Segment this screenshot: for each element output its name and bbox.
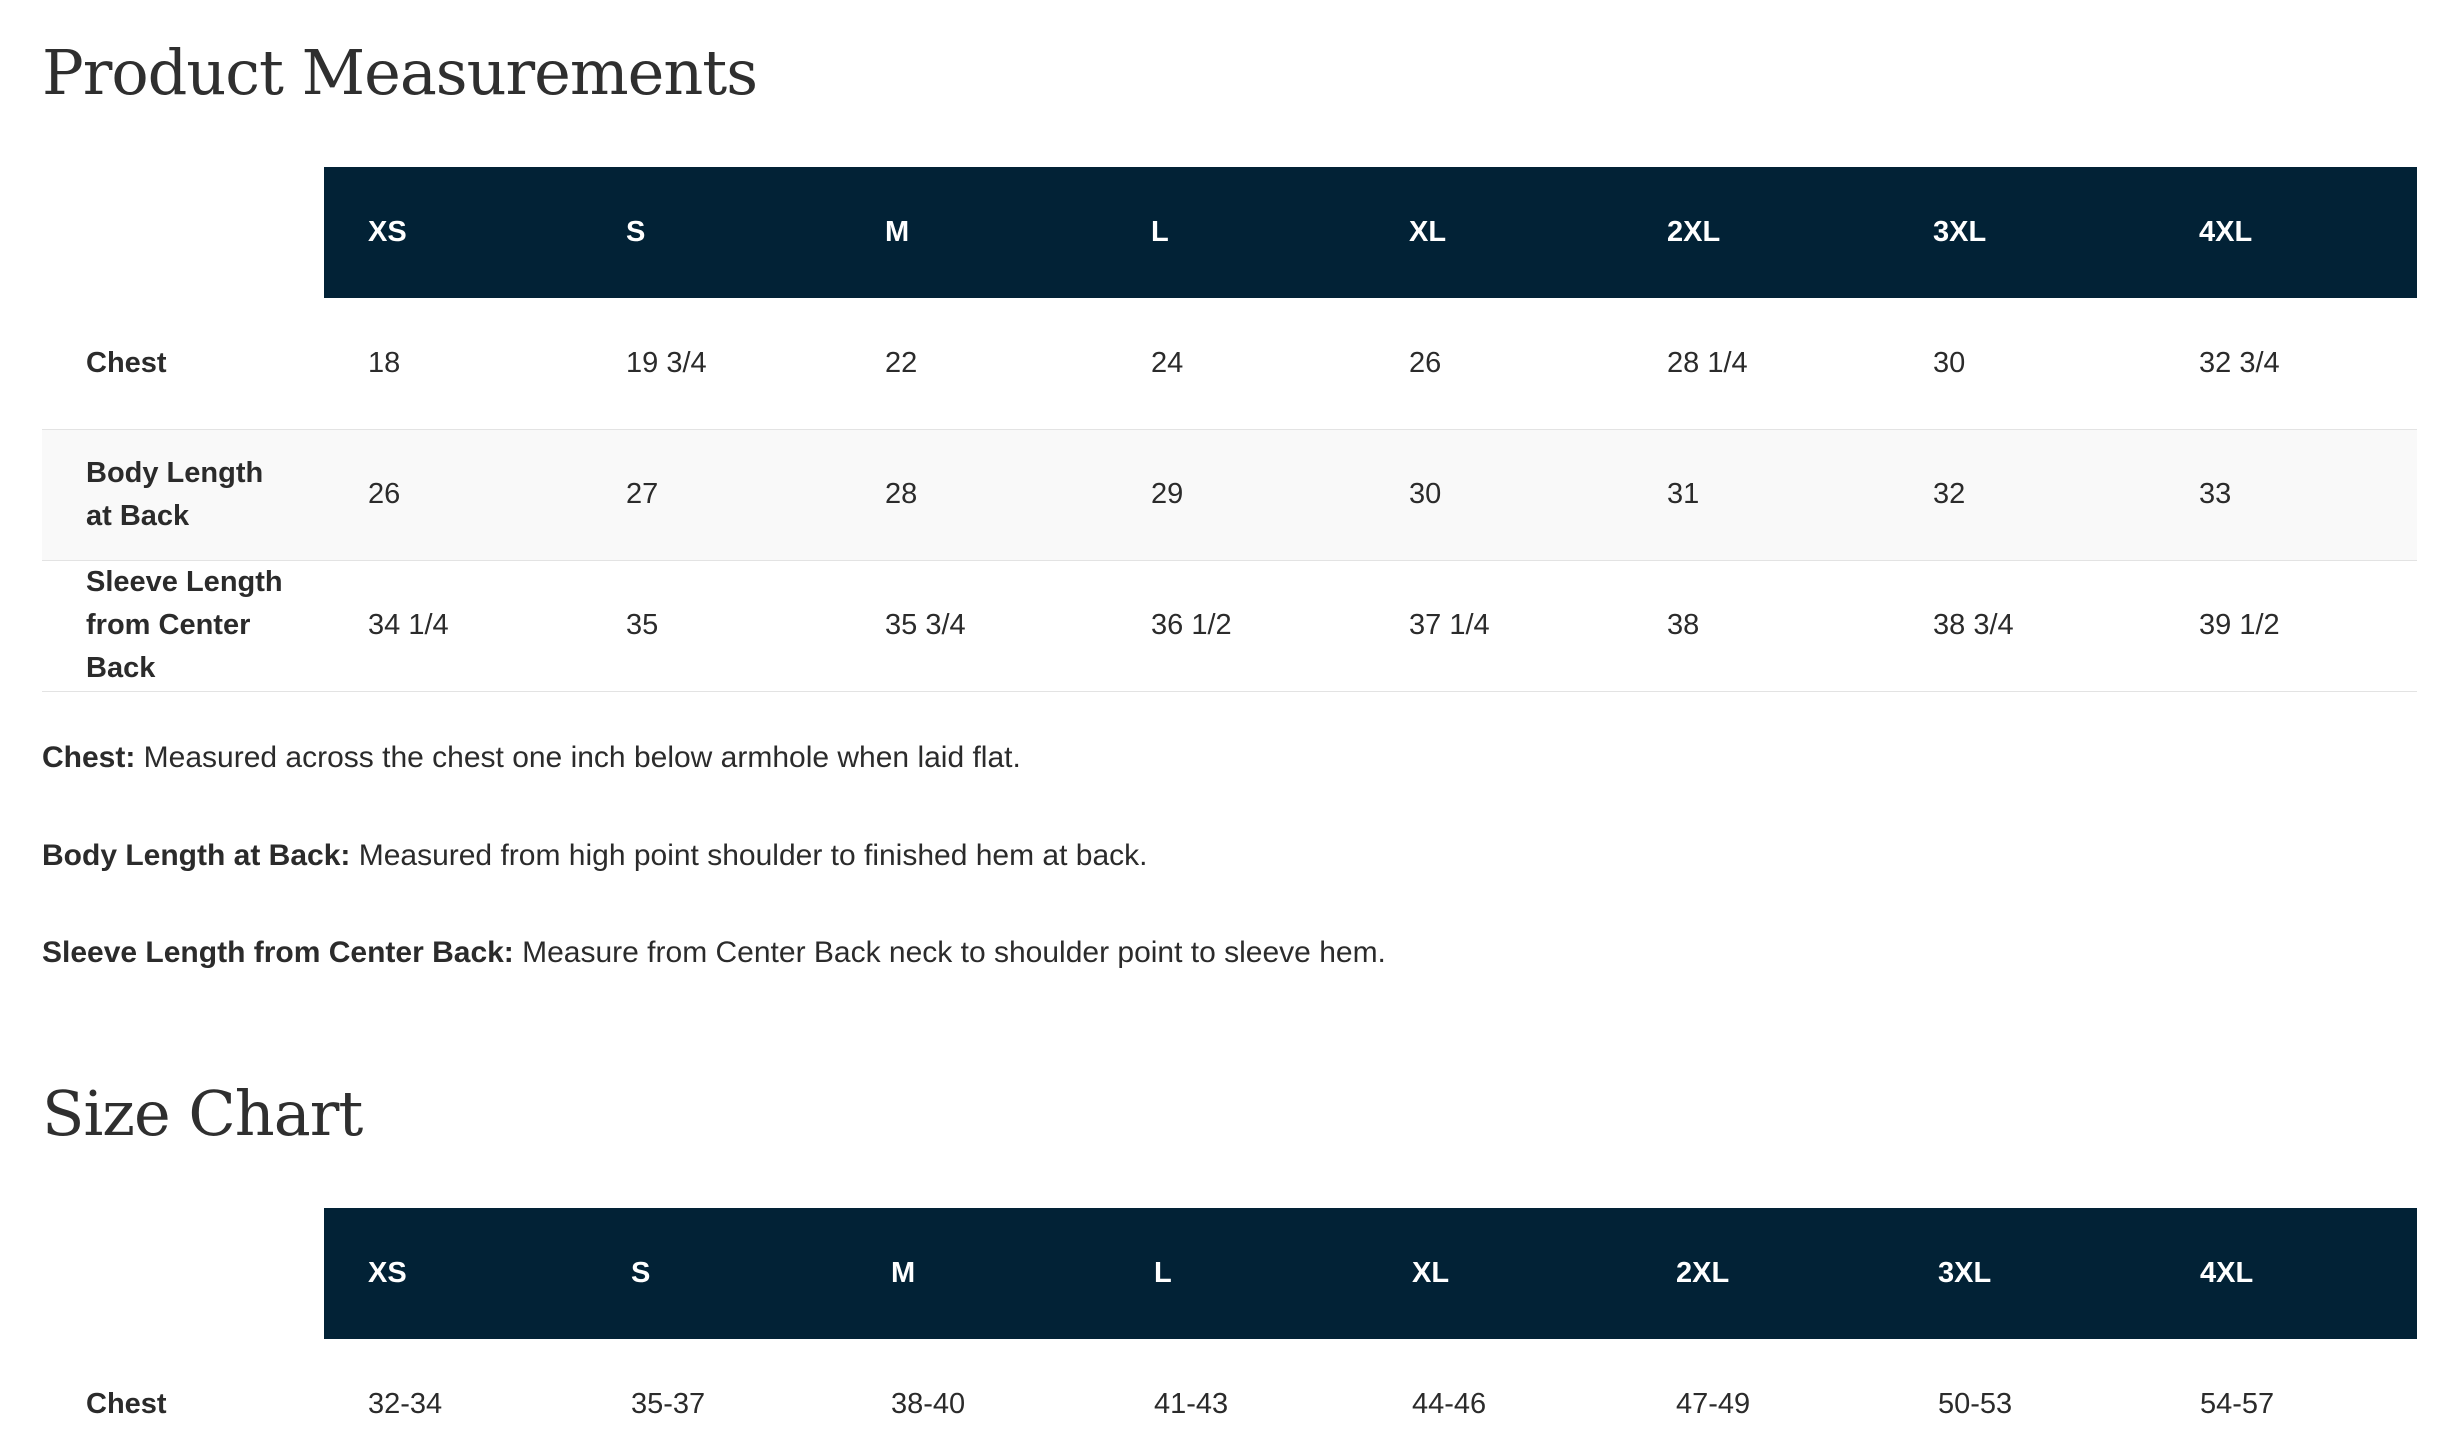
table-row bbox=[42, 429, 2417, 560]
note-body-length bbox=[42, 836, 1386, 934]
size-header: M bbox=[847, 1208, 1110, 1339]
size-header: 4XL bbox=[2156, 1208, 2417, 1339]
size-chart-table bbox=[42, 1208, 2417, 1452]
table-cell: 34 1/4 bbox=[324, 560, 582, 691]
product-measurements-table bbox=[42, 167, 2417, 692]
table-cell: 35 3/4 bbox=[841, 560, 1107, 691]
table-row bbox=[42, 560, 2417, 691]
table-cell: 30 bbox=[1365, 429, 1623, 560]
row-label-body-length: Body Length at Back bbox=[42, 429, 324, 560]
table-cell: 50-53 bbox=[1938, 1388, 2013, 1420]
product-measurements-title: Product Measurements bbox=[42, 36, 758, 109]
size-header: L bbox=[1110, 1208, 1368, 1339]
size-header: 3XL bbox=[1894, 1208, 2156, 1339]
header-corner-cell bbox=[42, 1208, 324, 1339]
size-header: 3XL bbox=[1889, 167, 2155, 298]
size-chart-title: Size Chart bbox=[42, 1077, 363, 1150]
row-label-chest: Chest bbox=[86, 1388, 167, 1420]
size-header: S bbox=[582, 167, 841, 298]
table-cell: 26 bbox=[1365, 298, 1623, 429]
table-cell: 36 1/2 bbox=[1107, 560, 1365, 691]
note-text: Measured across the chest one inch below armhole when laid flat. bbox=[135, 741, 1021, 774]
size-header: M bbox=[841, 167, 1107, 298]
table-cell: 26 bbox=[324, 429, 582, 560]
size-header: S bbox=[587, 1208, 847, 1339]
table-cell: 22 bbox=[841, 298, 1107, 429]
table-cell: 27 bbox=[582, 429, 841, 560]
table-cell: 38 3/4 bbox=[1889, 560, 2155, 691]
table-cell: 38 bbox=[1623, 560, 1889, 691]
table-cell: 37 1/4 bbox=[1365, 560, 1623, 691]
note-chest bbox=[42, 738, 1386, 836]
size-header: XS bbox=[324, 167, 582, 298]
table-cell: 35-37 bbox=[631, 1388, 706, 1420]
table-cell: 28 bbox=[841, 429, 1107, 560]
note-term: Chest: bbox=[42, 741, 136, 774]
table-cell: 33 bbox=[2155, 429, 2417, 560]
table-cell: 18 bbox=[324, 298, 582, 429]
table-cell: 29 bbox=[1107, 429, 1365, 560]
table-cell: 47-49 bbox=[1676, 1388, 1751, 1420]
table-cell: 54-57 bbox=[2200, 1388, 2275, 1420]
size-chart-header-row bbox=[42, 1208, 2417, 1339]
note-text: Measure from Center Back neck to shoulder point to sleeve hem. bbox=[513, 936, 1386, 969]
table-cell: 32 3/4 bbox=[2155, 298, 2417, 429]
table-cell: 32-34 bbox=[368, 1388, 443, 1420]
table-cell: 32 bbox=[1889, 429, 2155, 560]
table-cell: 19 3/4 bbox=[582, 298, 841, 429]
note-term: Body Length at Back: bbox=[42, 838, 351, 872]
size-header: 4XL bbox=[2155, 167, 2417, 298]
size-header: 2XL bbox=[1623, 167, 1889, 298]
header-corner-cell bbox=[42, 167, 324, 298]
table-row bbox=[42, 1339, 2417, 1452]
size-header: XS bbox=[324, 1208, 587, 1339]
table-cell: 31 bbox=[1623, 429, 1889, 560]
size-header: XL bbox=[1365, 167, 1623, 298]
table-cell: 24 bbox=[1107, 298, 1365, 429]
table-row bbox=[42, 298, 2417, 429]
size-header: L bbox=[1107, 167, 1365, 298]
row-label-sleeve-length: Sleeve Length from Center Back bbox=[42, 560, 324, 691]
table-cell: 39 1/2 bbox=[2155, 560, 2417, 691]
table-cell: 35 bbox=[582, 560, 841, 691]
table-cell: 30 bbox=[1889, 298, 2155, 429]
table-cell: 28 1/4 bbox=[1623, 298, 1889, 429]
table-cell: 38-40 bbox=[891, 1388, 966, 1420]
measurement-notes bbox=[42, 738, 1386, 1031]
note-sleeve-length bbox=[42, 933, 1386, 1031]
table-cell: 41-43 bbox=[1154, 1388, 1229, 1420]
measurements-header-row bbox=[42, 167, 2417, 298]
size-header: 2XL bbox=[1632, 1208, 1894, 1339]
note-term: Sleeve Length from Center Back: bbox=[42, 936, 514, 969]
table-cell: 44-46 bbox=[1412, 1388, 1487, 1420]
row-label-chest: Chest bbox=[42, 298, 324, 429]
size-header: XL bbox=[1368, 1208, 1632, 1339]
note-text: Measured from high point shoulder to finished hem at back. bbox=[350, 838, 1148, 872]
